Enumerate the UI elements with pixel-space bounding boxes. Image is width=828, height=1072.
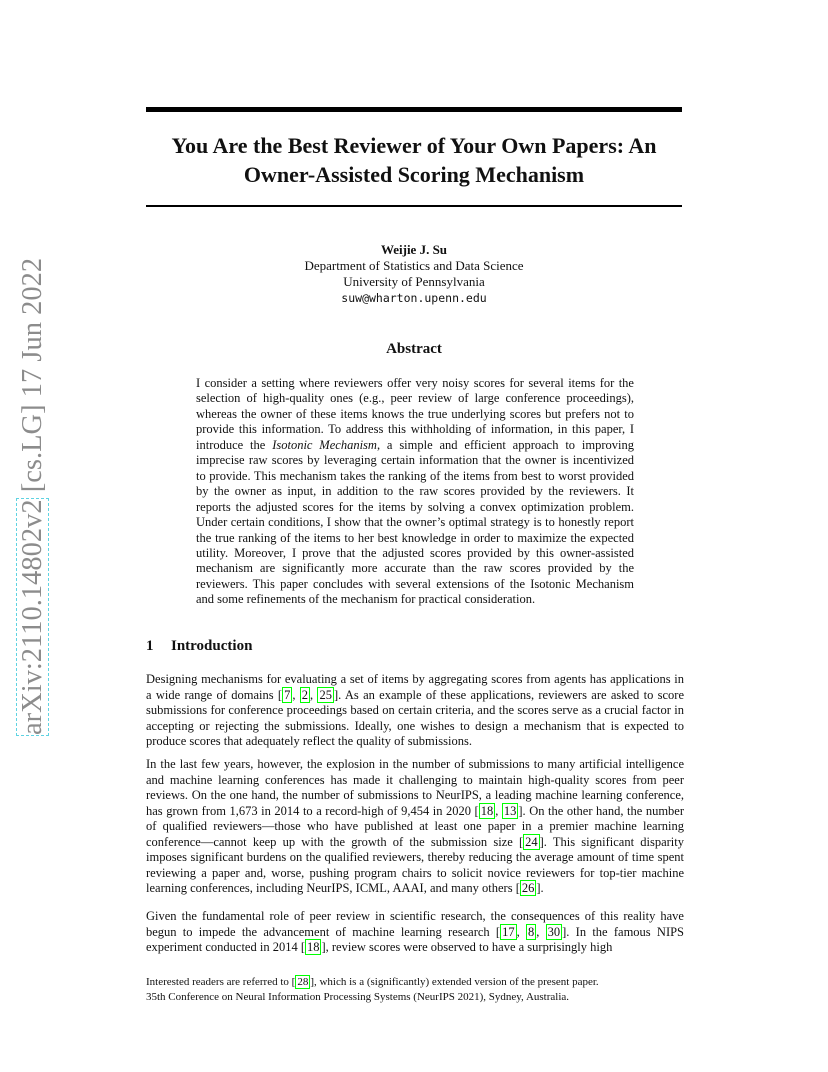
- footnote-1: [146, 975, 684, 990]
- affiliation-university: University of Pennsylvania: [343, 274, 485, 289]
- p3-text-c: ], review scores were observed to have a surprisingly high: [321, 940, 613, 954]
- footnotes: [146, 975, 684, 1004]
- p2-text-a: In the last few years, however, the explosion in the number of submissions to many artificial intelligence and machine learning conferences has made it challenging to maintain high-quality scores from peer reviews. On the one hand, the number of submissions to NeurIPS, a leading machine learning conference, has grown from 1,673 in 2014 to a record-high of 9,454 in 2020 [: [146, 757, 684, 818]
- intro-paragraph-3: [146, 909, 684, 956]
- p2-text-b: ]. On the other hand, the number of qualified reviewers—those who have published at least one paper in a premier machine learning conference—cannot keep up with the growth of the submission size [: [146, 803, 685, 849]
- citation-link[interactable]: 24: [525, 834, 538, 849]
- citation-link[interactable]: 25: [319, 687, 332, 702]
- footnote-1-text-b: ], which is a (significantly) extended version of the present paper.: [310, 976, 599, 988]
- section-number: 1: [146, 638, 154, 654]
- author-name: Weijie J. Su: [380, 242, 448, 257]
- intro-paragraph-1: [146, 672, 684, 750]
- citation-separator: ,: [536, 924, 546, 939]
- footnote-1-text-a: Interested readers are referred to [: [146, 976, 296, 988]
- section-heading: [146, 638, 252, 655]
- title-line-2: Owner-Assisted Scoring Mechanism: [243, 162, 585, 187]
- citation-link[interactable]: 18: [480, 803, 494, 818]
- citation-link[interactable]: 26: [521, 881, 535, 895]
- title-top-rule: [146, 107, 682, 112]
- p2-text-d: ].: [536, 881, 544, 895]
- abstract-text-part-1: I consider a setting where reviewers offer very noisy scores for several items for the selection of high-quality ones (e.g., peer review of large conference proceedings), whereas the owner of these items knows the true underlying scores but prefers not to provide this information. To address this withholding of information, in this paper, I introduce the: [196, 376, 634, 452]
- p3-text-b: ]. In the famous NIPS experiment conducted in 2014 [: [146, 924, 685, 954]
- citation-link[interactable]: 7: [284, 687, 291, 702]
- citation-link[interactable]: 8: [527, 924, 535, 939]
- affiliation-department: Department of Statistics and Data Science: [304, 258, 524, 273]
- p1-text-a: Designing mechanisms for evaluating a set of items by aggregating scores from agents has applications in a wide range of domains [: [146, 672, 684, 702]
- p2-text-c: ]. This significant disparity imposes significant burdens on the qualified reviewers, thereby reducing the average amount of time spent reviewing a paper and, worse, pushing program chairs to solicit novice reviewers for top-tier machine learning conferences, including NeurIPS, ICML, AAAI, and many others [: [146, 834, 684, 895]
- author-block: [146, 242, 682, 306]
- paper-title: [146, 131, 682, 189]
- title-line-1: You Are the Best Reviewer of Your Own Papers: An: [171, 133, 657, 158]
- title-bottom-rule: [146, 205, 682, 207]
- abstract-text-part-2: , a simple and efficient approach to improving imprecise raw scores by leveraging certain information that the owner is incentivized to provide. This mechanism takes the ranking of the items from best to worst provided by the owner as input, in addition to the raw scores provided by the reviewers. It reports the adjusted scores for the items by solving a convex optimization problem. Under certain conditions, I show that the owner’s optimal strategy is to honestly report the true ranking of the items to her best knowledge in order to maximize the expected utility. Moreover, I prove that the adjusted scores provided by this owner-assisted mechanism are significantly more accurate than the raw scores provided by the reviewers. This paper concludes with several extensions of the Isotonic Mechanism and some refinements of the mechanism for practical consideration.: [196, 437, 634, 607]
- citation-separator: ,: [495, 803, 502, 818]
- citation-separator: ,: [516, 924, 526, 939]
- arxiv-category: [cs.LG]: [17, 404, 48, 493]
- citation-link[interactable]: 13: [503, 803, 517, 818]
- citation-link[interactable]: 18: [306, 940, 320, 954]
- p1-text-b: ]. As an example of these applications, reviewers are asked to score submissions for conference proceedings based on certain criteria, and the scores serve as a crucial factor in accepting or rejecting the submissions. Ideally, one wishes to design a mechanism that is expected to produce scores that adequately reflect the quality of submissions.: [146, 687, 685, 748]
- abstract-heading: Abstract: [386, 341, 442, 357]
- author-email: suw@wharton.upenn.edu: [341, 291, 487, 305]
- citation-separator: ,: [292, 687, 300, 702]
- citation-link[interactable]: 2: [301, 687, 309, 702]
- citation-link[interactable]: 28: [297, 976, 309, 988]
- citation-separator: ,: [310, 687, 318, 702]
- intro-paragraph-2: [146, 757, 684, 897]
- arxiv-date: 17 Jun 2022: [17, 257, 48, 398]
- abstract-text: [196, 376, 634, 608]
- arxiv-id-link[interactable]: arXiv:2110.14802v2: [17, 499, 48, 735]
- footnote-2: 35th Conference on Neural Information Processing Systems (NeurIPS 2021), Sydney, Australia.: [146, 990, 570, 1003]
- citation-link[interactable]: 30: [547, 924, 561, 939]
- section-title: Introduction: [171, 638, 253, 654]
- abstract-emphasis: Isotonic Mechanism: [272, 437, 377, 452]
- p3-text-a: Given the fundamental role of peer review in scientific research, the consequences of this reality have begun to impede the advancement of machine learning research [: [146, 909, 684, 939]
- arxiv-stamp: [17, 258, 49, 735]
- citation-link[interactable]: 17: [502, 924, 515, 939]
